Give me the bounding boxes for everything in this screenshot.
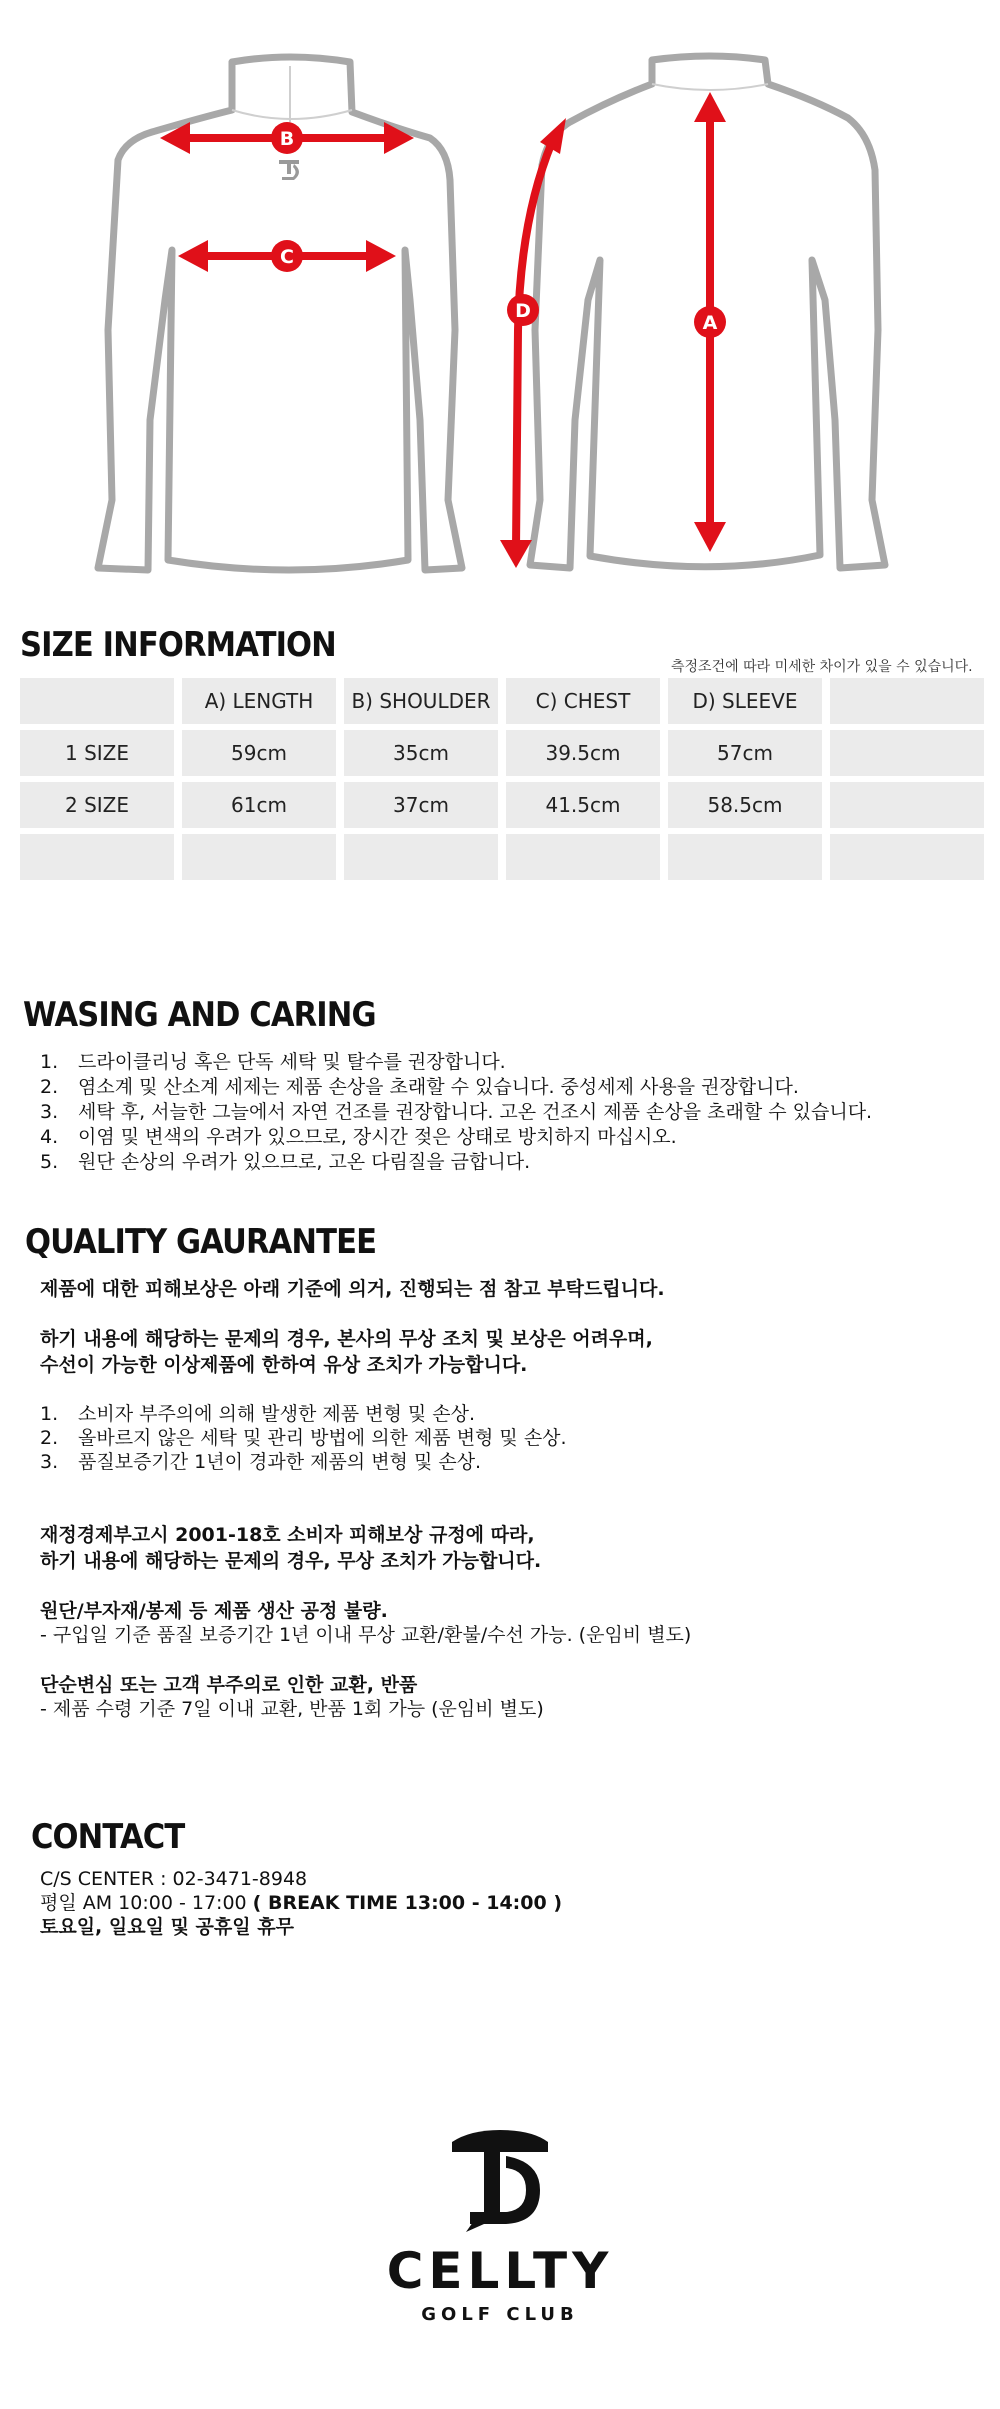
label-b: [271, 122, 303, 154]
brand-name: CELLTY: [386, 2242, 614, 2300]
quality-intro: 제품에 대한 피해보상은 아래 기준에 의거, 진행되는 점 참고 부탁드립니다.: [40, 1278, 665, 1300]
washing-list: [40, 1050, 872, 1175]
label-d: [507, 294, 539, 326]
table-cell: 35cm: [344, 730, 498, 776]
table-cell: [830, 834, 984, 880]
measurement-note: 측정조건에 따라 미세한 차이가 있을 수 있습니다.: [671, 659, 973, 675]
garment-measurement-diagram: [0, 0, 1000, 600]
table-header-cell: [830, 678, 984, 724]
quality-condition-1: 하기 내용에 해당하는 문제의 경우, 본사의 무상 조치 및 보상은 어려우며,: [40, 1328, 653, 1350]
defect-title: 원단/부자재/봉제 등 제품 생산 공정 불량.: [40, 1600, 388, 1622]
table-cell: 41.5cm: [506, 782, 660, 828]
list-item: 1. 소비자 부주의에 의해 발생한 제품 변형 및 손상.: [40, 1403, 476, 1425]
size-info-title: SIZE INFORMATION: [20, 625, 336, 665]
svg-text:C: C: [280, 246, 294, 268]
brand-subtitle: GOLF CLUB: [421, 2304, 579, 2325]
cellty-logo-icon: [440, 2128, 560, 2238]
table-cell: [506, 834, 660, 880]
quality-condition-2: 수선이 가능한 이상제품에 한하여 유상 조치가 가능합니다.: [40, 1354, 528, 1376]
exchange-title: 단순변심 또는 고객 부주의로 인한 교환, 반품: [40, 1674, 418, 1696]
business-hours: [40, 1890, 562, 1916]
list-item: 2. 올바르지 않은 세탁 및 관리 방법에 의한 제품 변형 및 손상.: [40, 1427, 567, 1449]
table-header-cell: B) SHOULDER: [344, 678, 498, 724]
list-item: 1. 드라이클리닝 혹은 단독 세탁 및 탈수를 권장합니다.: [40, 1051, 506, 1073]
contact-title: CONTACT: [31, 1817, 185, 1857]
quality-list: [40, 1402, 567, 1474]
table-cell: 37cm: [344, 782, 498, 828]
table-cell: [182, 834, 336, 880]
table-cell: 58.5cm: [668, 782, 822, 828]
table-cell: [344, 834, 498, 880]
table-cell: 2 SIZE: [20, 782, 174, 828]
exchange-text: - 제품 수령 기준 7일 이내 교환, 반품 1회 가능 (운임비 별도): [40, 1698, 544, 1720]
defect-text: - 구입일 기준 품질 보증기간 1년 이내 무상 교환/환불/수선 가능. (운임비 별도): [40, 1624, 692, 1646]
table-header-cell: [20, 678, 174, 724]
label-a: [694, 306, 726, 338]
table-header-cell: A) LENGTH: [182, 678, 336, 724]
svg-text:D: D: [515, 300, 531, 322]
table-header-cell: C) CHEST: [506, 678, 660, 724]
cs-center: C/S CENTER : 02-3471-8948: [40, 1868, 308, 1890]
hours-weekday: 평일 AM 10:00 - 17:00: [40, 1892, 253, 1914]
svg-text:A: A: [702, 312, 718, 334]
table-header-cell: D) SLEEVE: [668, 678, 822, 724]
table-cell: 39.5cm: [506, 730, 660, 776]
table-cell: 1 SIZE: [20, 730, 174, 776]
closed-days: 토요일, 일요일 및 공휴일 휴무: [40, 1916, 294, 1938]
table-cell: [830, 730, 984, 776]
table-cell: [668, 834, 822, 880]
list-item: 3. 세탁 후, 서늘한 그늘에서 자연 건조를 권장합니다. 고온 건조시 제품 손상을 초래할 수 있습니다.: [40, 1101, 873, 1123]
break-time: ( BREAK TIME 13:00 - 14:00 ): [252, 1892, 563, 1914]
table-cell: 59cm: [182, 730, 336, 776]
svg-text:B: B: [279, 128, 295, 150]
table-cell: 57cm: [668, 730, 822, 776]
label-c: [271, 240, 303, 272]
table-cell: [20, 834, 174, 880]
washing-title: WASING AND CARING: [23, 995, 376, 1035]
list-item: 3. 품질보증기간 1년이 경과한 제품의 변형 및 손상.: [40, 1451, 482, 1473]
table-cell: 61cm: [182, 782, 336, 828]
list-item: 2. 염소계 및 산소계 세제는 제품 손상을 초래할 수 있습니다. 중성세제 사용을 권장합니다.: [40, 1076, 799, 1098]
regulation-line-1: 재정경제부고시 2001-18호 소비자 피해보상 규정에 따라,: [40, 1524, 535, 1546]
quality-title: QUALITY GAURANTEE: [25, 1222, 377, 1262]
table-cell: [830, 782, 984, 828]
list-item: 4. 이염 및 변색의 우려가 있으므로, 장시간 젖은 상태로 방치하지 마십시오.: [40, 1126, 677, 1148]
regulation-line-2: 하기 내용에 해당하는 문제의 경우, 무상 조치가 가능합니다.: [40, 1550, 542, 1572]
list-item: 5. 원단 손상의 우려가 있으므로, 고온 다림질을 금합니다.: [40, 1151, 531, 1173]
